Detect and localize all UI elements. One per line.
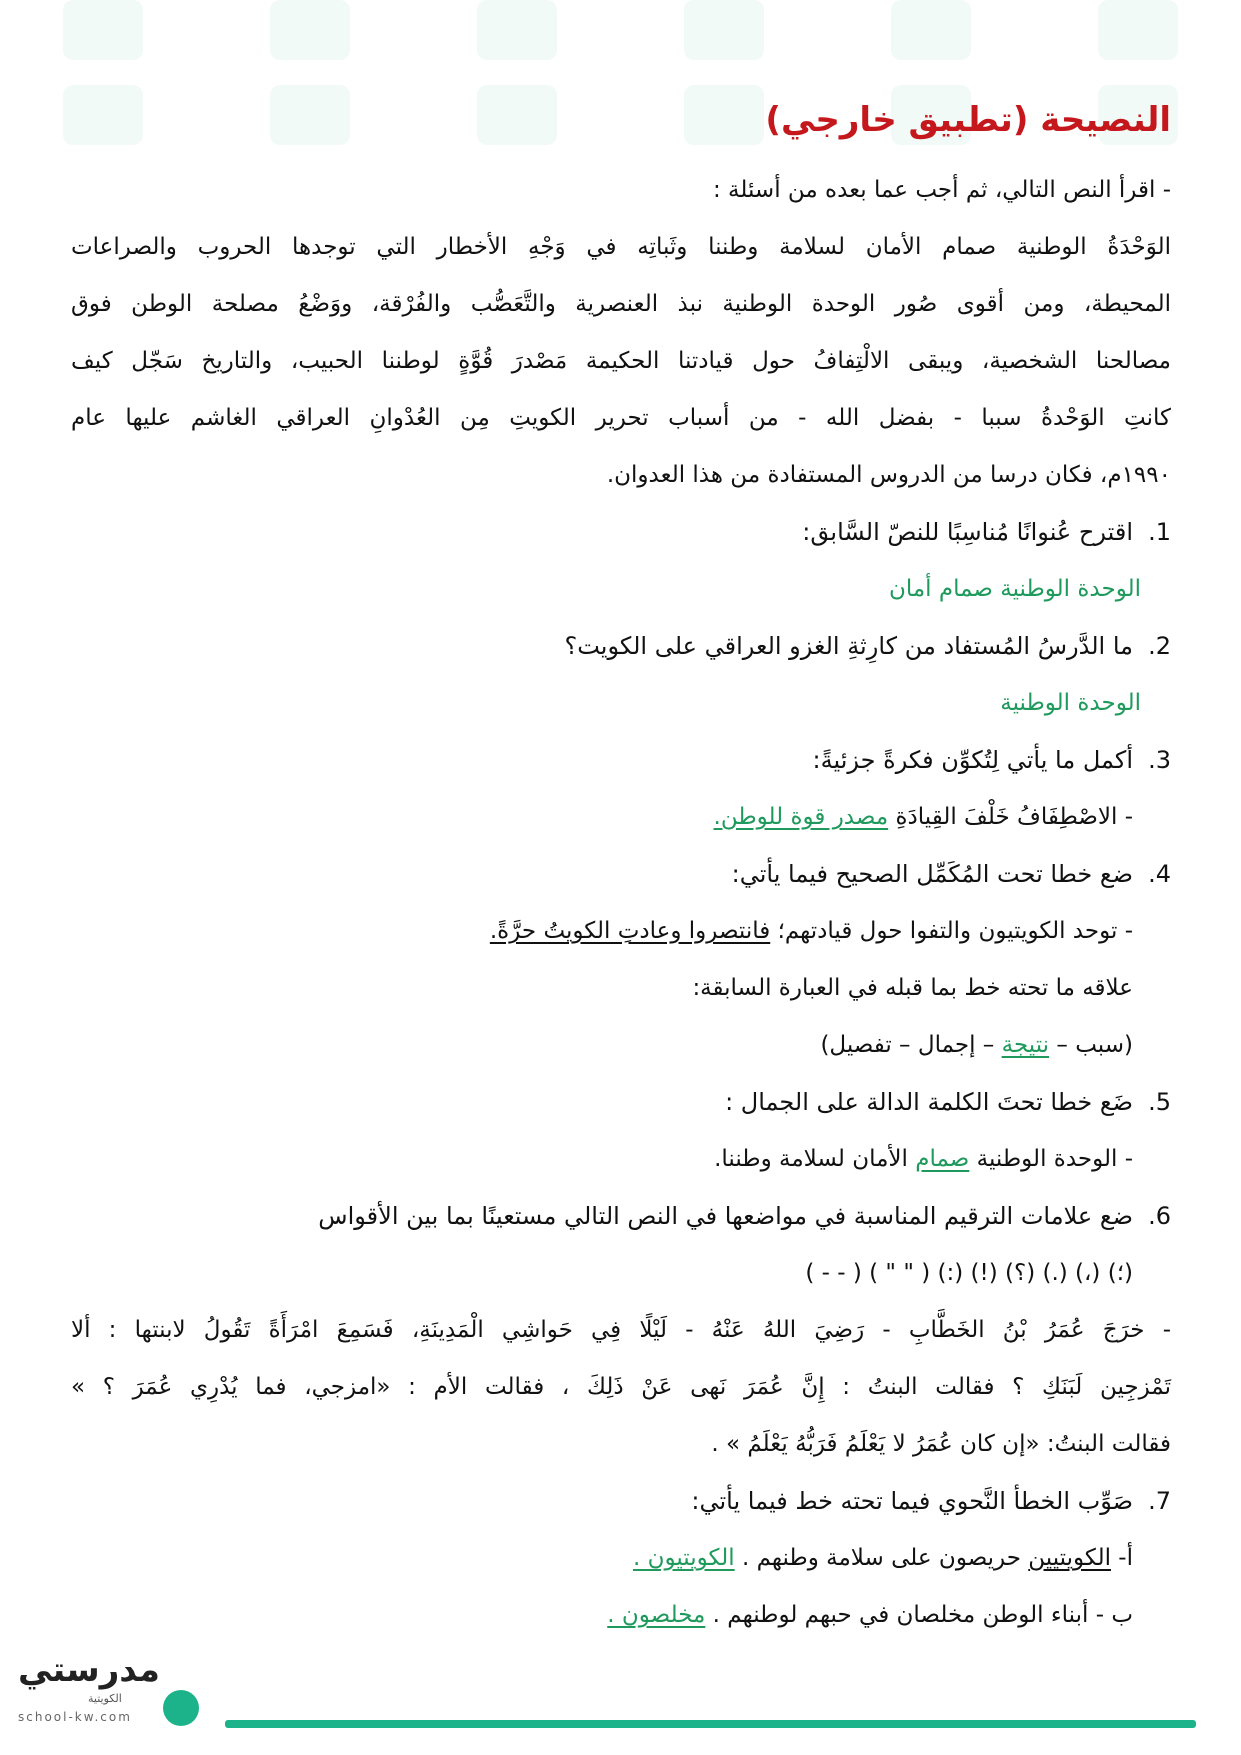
answer-1: الوحدة الوطنية صمام أمان (888, 576, 1141, 602)
question-7 (71, 1473, 1171, 1530)
question-4 (71, 846, 1171, 903)
q4-sentence (71, 903, 1171, 960)
site-logo (18, 1650, 208, 1750)
question-text: ضع خطا تحت المُكَمِّل الصحيح فيما يأتي: (731, 860, 1133, 888)
sentence-suffix: الأمان لسلامة وطننا. (714, 1146, 908, 1172)
answer-5 (71, 1131, 1171, 1188)
question-number: 3. (1148, 746, 1171, 774)
punctuation-marks (71, 1245, 1171, 1302)
sentence-rest: في حبهم لوطنهم . (712, 1602, 890, 1628)
sentence-underlined: فانتصروا وعادتِ الكويتُ حرَّةً. (489, 918, 771, 944)
footer-bar (225, 1720, 1196, 1728)
question-2 (71, 618, 1171, 675)
question-3 (71, 732, 1171, 789)
question-1 (71, 504, 1171, 561)
question-number: 4. (1148, 860, 1171, 888)
wrong-word: مخلصان (896, 1602, 976, 1628)
question-text: اقترح عُنوانًا مُناسِبًا للنصّ السَّابق: (802, 518, 1133, 546)
logo-subtext: الكويتية (88, 1692, 122, 1705)
passage (71, 219, 1171, 504)
question-5 (71, 1074, 1171, 1131)
q7-item-b (71, 1587, 1171, 1644)
logo-text: مدرستي (18, 1650, 160, 1690)
marks-list: ( - - ) ( " " ) (:) (!) (؟) (.) (،) (؛) (805, 1260, 1133, 1286)
correction: الكويتيون . (632, 1545, 735, 1571)
sentence-prefix: - توحد الكويتيون والتفوا حول قيادتهم؛ (777, 918, 1133, 944)
q4-options (71, 1017, 1171, 1074)
page-title: النصيحة (تطبيق خارجي) (765, 100, 1171, 140)
passage-line: كانتِ الوَحْدةُ سببا - بفضل الله - من أسباب تحرير الكويتِ مِن العُدْوانِ العراقي الغاشم عليها عام (71, 405, 1171, 431)
question-number: 2. (1148, 632, 1171, 660)
q4-relation-question: علاقه ما تحته خط بما قبله في العبارة السابقة: (692, 975, 1133, 1001)
question-number: 1. (1148, 518, 1171, 546)
option-correct: نتيجة (1001, 1032, 1050, 1058)
question-text: ضَع خطا تحتَ الكلمة الدالة على الجمال : (725, 1088, 1133, 1116)
question-text: صَوِّب الخطأ النَّحوي فيما تحته خط فيما يأتي: (691, 1487, 1133, 1515)
sentence-rest: حريصون على سلامة وطنهم . (741, 1545, 1021, 1571)
logo-url: school-kw.com (18, 1710, 132, 1724)
q7-item-a (71, 1530, 1171, 1587)
question-number: 6. (1148, 1202, 1171, 1230)
passage-line: الوَحْدَةُ الوطنية صمام الأمان لسلامة وطننا وثَباتِه في وَجْهِ الأخطار التي توجدها الحروب والصراعات (71, 234, 1171, 260)
passage-line: مصالحنا الشخصية، ويبقى الالْتِفافُ حول قيادتنا الحكيمة مَصْدرَ قُوَّةٍ لوطننا الحبيب، والتاريخ سَجّل كيف (71, 348, 1171, 374)
answer-2: الوحدة الوطنية (1000, 690, 1141, 716)
item-label: أ- (1118, 1545, 1133, 1571)
question-text: أكمل ما يأتي لِتُكوِّن فكرةً جزئيةً: (812, 746, 1133, 774)
answer-3 (71, 789, 1171, 846)
question-number: 5. (1148, 1088, 1171, 1116)
q6-text-line: تَمْزجِين لَبَنَكِ ؟ فقالت البنتُ : إِنَّ عُمَرَ نَهى عَنْ ذَلِكَ ، فقالت الأم : «امزجي، فما يُدْرِي عُمَرَ ؟ » (71, 1374, 1171, 1400)
logo-mark (163, 1690, 199, 1726)
sentence-prefix: أبناء الوطن (982, 1602, 1089, 1628)
question-6 (71, 1188, 1171, 1245)
correction: مخلصون . (607, 1602, 706, 1628)
worksheet-content (71, 100, 1171, 1644)
sentence-prefix: - الوحدة الوطنية (976, 1146, 1133, 1172)
passage-line: ١٩٩٠م، فكان درسا من الدروس المستفادة من هذا العدوان. (606, 462, 1171, 488)
question-text: ما الدَّرسُ المُستفاد من كارِثةِ الغزو العراقي على الكويت؟ (564, 632, 1133, 660)
watermark-row (0, 0, 1241, 60)
question-text: ضع علامات الترقيم المناسبة في مواضعها في النص التالي مستعينًا بما بين الأقواس (318, 1202, 1133, 1230)
option-cause: (سبب – (1056, 1032, 1133, 1058)
instruction: - اقرأ النص التالي، ثم أجب عما بعده من أسئلة : (712, 177, 1171, 203)
option-rest: – إجمال – تفصيل) (820, 1032, 995, 1058)
q6-text-line: فقالت البنتُ: «إن كان عُمَرُ لا يَعْلَمُ فَرَبُّهُ يَعْلَمُ » . (711, 1431, 1171, 1457)
answer-text: صمام (915, 1146, 970, 1172)
answer-text: مصدر قوة للوطن. (713, 804, 889, 830)
q6-text-line: - خرَجَ عُمَرُ بْنُ الخَطَّابِ - رَضِيَ اللهُ عَنْهُ - لَيْلًا فِي حَواشِي الْمَدِينَةِ، فَسَمِعَ امْرَأَةً تَقُولُ لابنتها : ألا (71, 1317, 1171, 1343)
question-number: 7. (1148, 1487, 1171, 1515)
wrong-word: الكويتيين (1028, 1545, 1111, 1571)
answer-prefix: - الاصْطِفَافُ خَلْفَ القِيادَةِ (895, 804, 1133, 830)
passage-line: المحيطة، ومن أقوى صُور الوحدة الوطنية نبذ العنصرية والتَّعَصُّب والفُرْقة، ووَضْعُ مصلحة الوطن فوق (71, 291, 1171, 317)
item-label: ب - (1095, 1602, 1133, 1628)
